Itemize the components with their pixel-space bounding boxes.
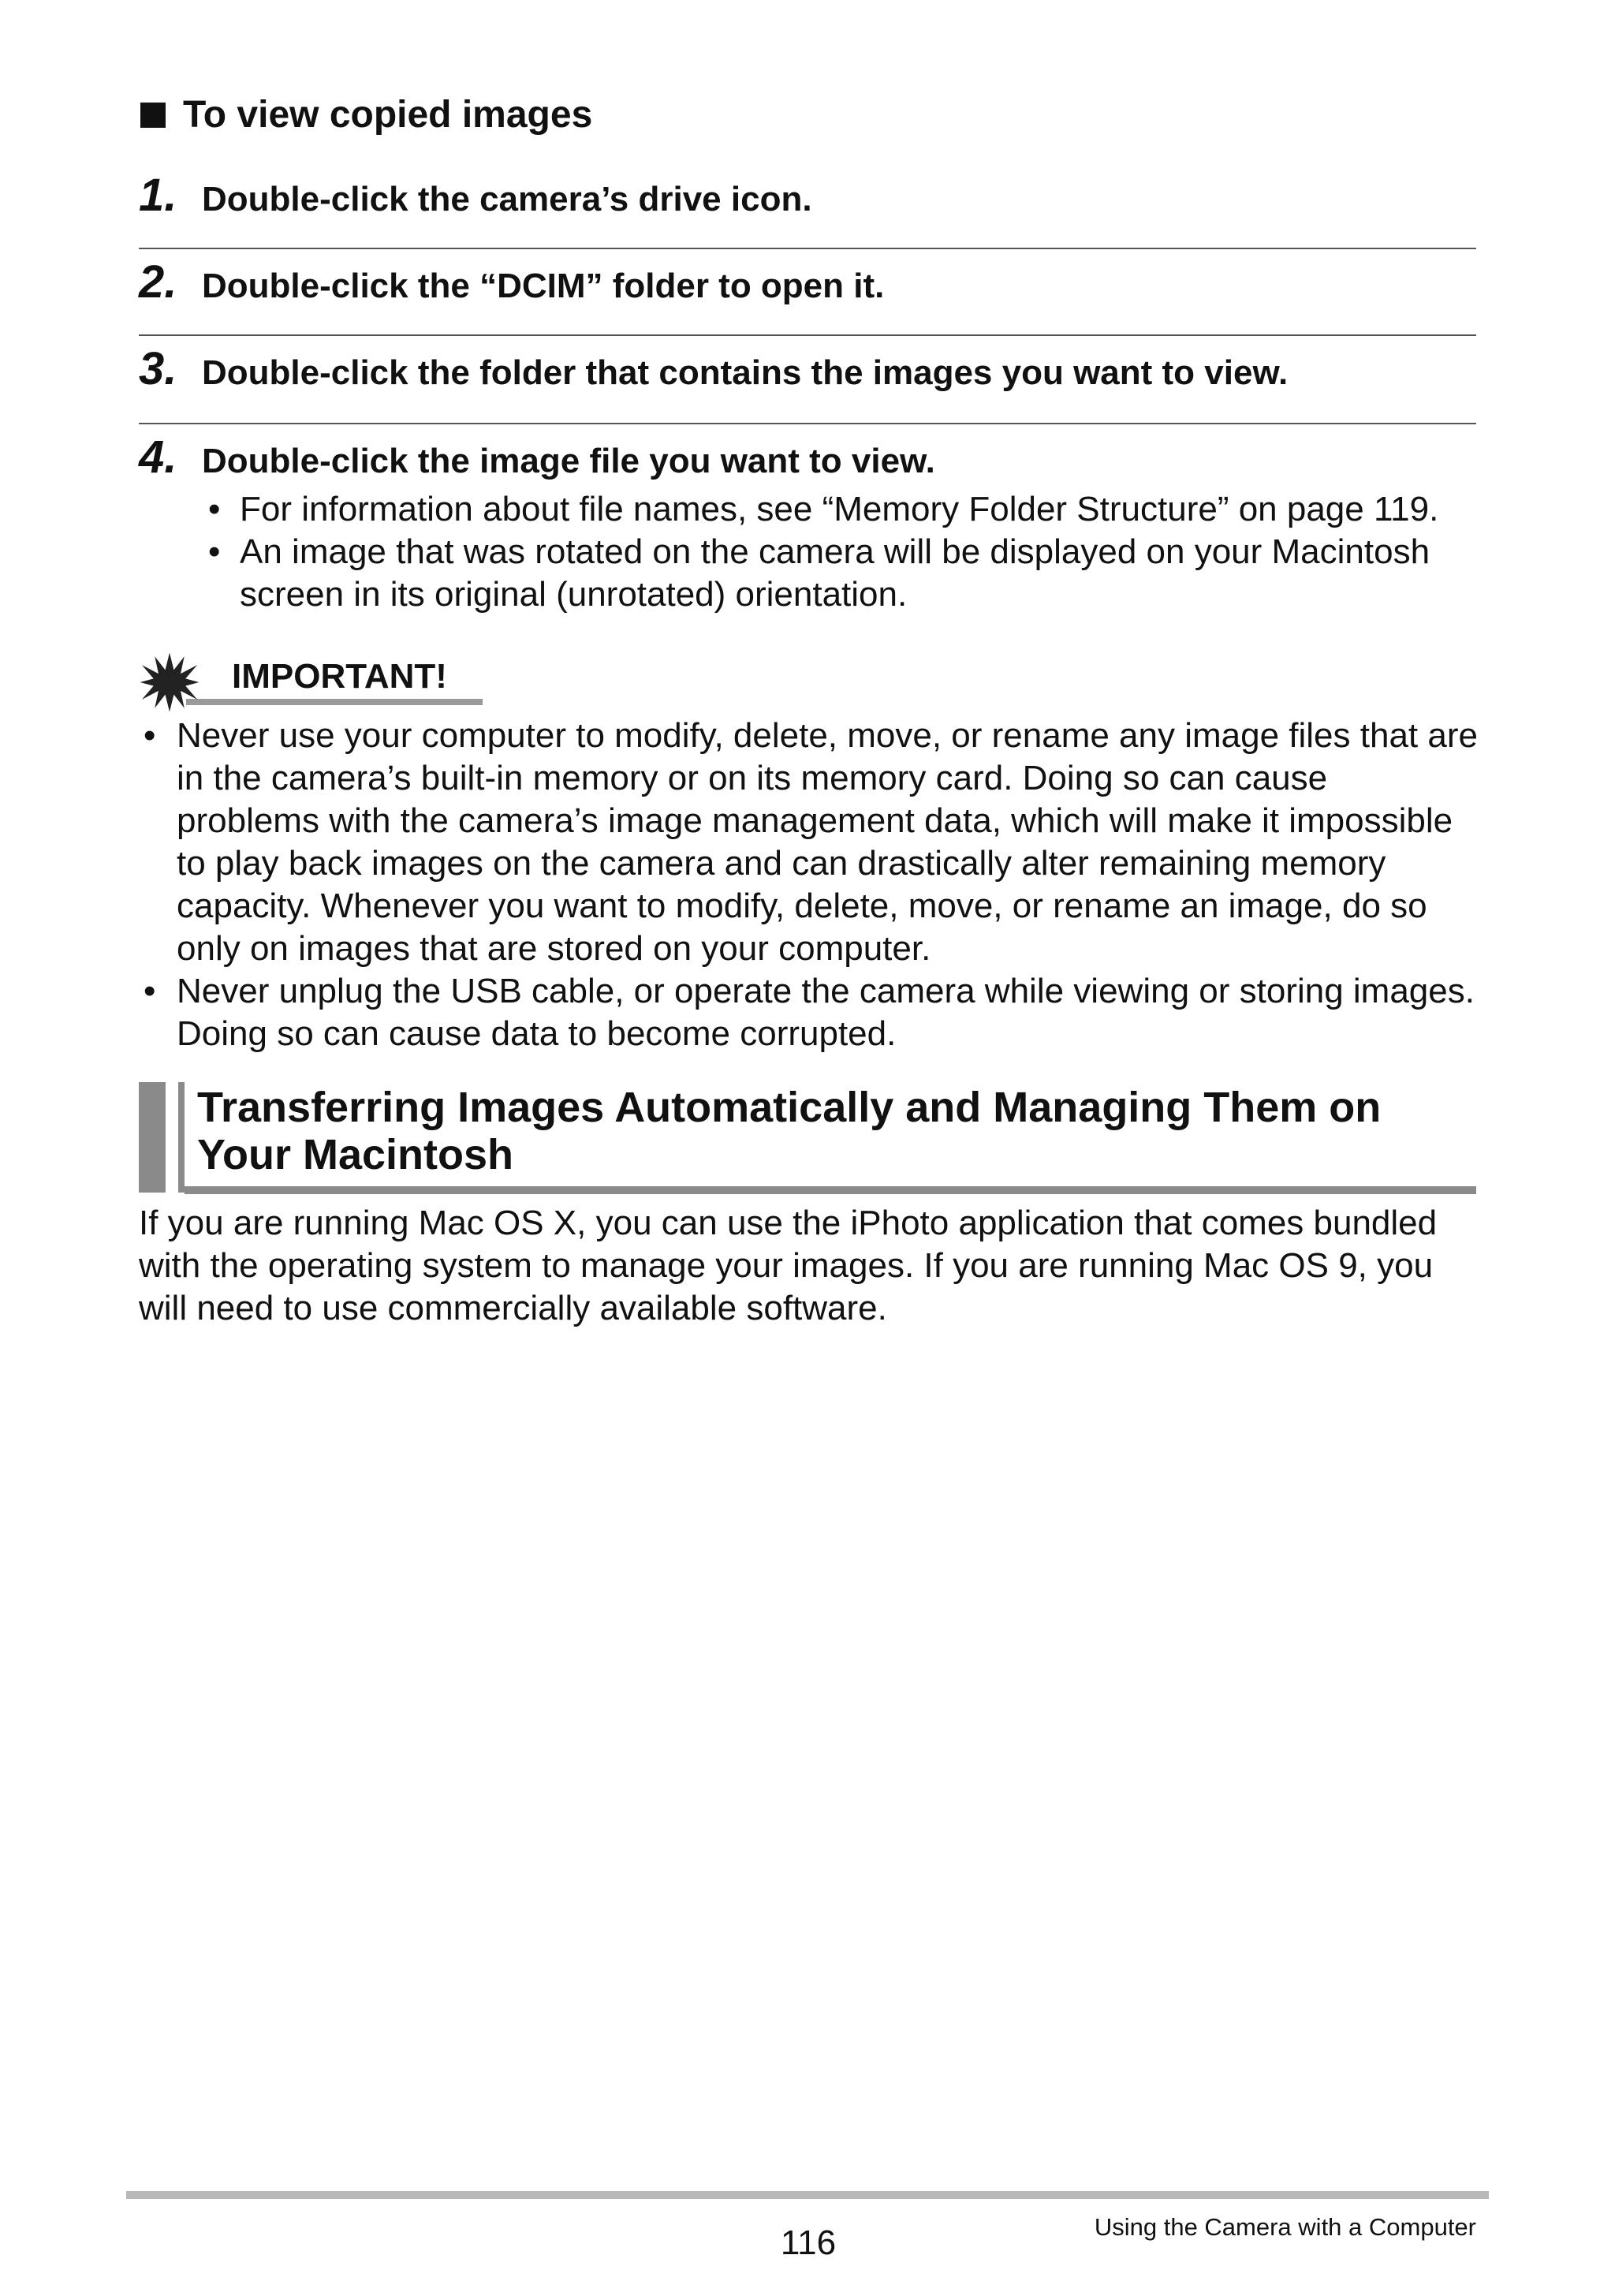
- step-text: Double-click the image file you want to view.: [202, 442, 935, 480]
- list-item: • Never unplug the USB cable, or operate the camera while viewing or storing images. Doing so can cause data to become corrupted.: [139, 970, 1479, 1055]
- section-heading-text: To view copied images: [183, 94, 593, 136]
- body-paragraph: If you are running Mac OS X, you can use the iPhoto application that comes bundled with the operating system to manage your images. If you are running Mac OS 9, you will need to use commercially available software.: [139, 1204, 1438, 1327]
- major-heading-text: Transferring Images Automatically and Managing Them on Your Macintosh: [197, 1084, 1382, 1178]
- important-header: [139, 651, 483, 707]
- step-divider: [139, 334, 1476, 336]
- burst-icon: [139, 651, 200, 713]
- important-underline: [186, 699, 483, 705]
- footer-chapter: Using the Camera with a Computer: [1094, 2213, 1476, 2241]
- step-bullets: [202, 488, 1476, 616]
- step-divider: [139, 423, 1476, 424]
- step-4: [139, 432, 1476, 616]
- step-number: 4.: [139, 431, 177, 483]
- important-label: IMPORTANT!: [232, 657, 447, 696]
- step-text: Double-click the “DCIM” folder to open it.: [202, 267, 885, 305]
- heading-bar: [178, 1082, 185, 1193]
- step-1: [139, 170, 1476, 225]
- list-item: • An image that was rotated on the camera will be displayed on your Macintosh screen in its original (unrotated) orientation.: [202, 531, 1476, 616]
- heading-underline: [185, 1186, 1476, 1194]
- important-list: [139, 715, 1479, 1055]
- list-item: • For information about file names, see “Memory Folder Structure” on page 119.: [202, 488, 1476, 531]
- major-heading: [139, 1082, 1476, 1194]
- step-number: 2.: [139, 256, 177, 308]
- step-number: 3.: [139, 343, 177, 394]
- step-text: Double-click the camera’s drive icon.: [202, 180, 812, 218]
- heading-bar: [139, 1082, 166, 1193]
- step-number: 1.: [139, 170, 177, 221]
- footer-divider: [126, 2191, 1489, 2199]
- section-heading: [140, 88, 592, 142]
- step-divider: [139, 248, 1476, 249]
- page-number: 116: [780, 2223, 837, 2262]
- step-text: Double-click the folder that contains the images you want to view.: [202, 353, 1289, 392]
- square-icon: [140, 103, 166, 128]
- step-2: [139, 257, 1476, 312]
- step-3: [139, 344, 1476, 398]
- list-item: • Never use your computer to modify, delete, move, or rename any image files that are in the camera’s built-in memory or on its memory card. Doing so can cause problems with the camera’s image management data, which will make it impossible to play back images on the camera and can drastically alter remaining memory capacity. Whenever you want to modify, delete, move, or rename an image, do so only on images that are stored on your computer.: [139, 715, 1479, 970]
